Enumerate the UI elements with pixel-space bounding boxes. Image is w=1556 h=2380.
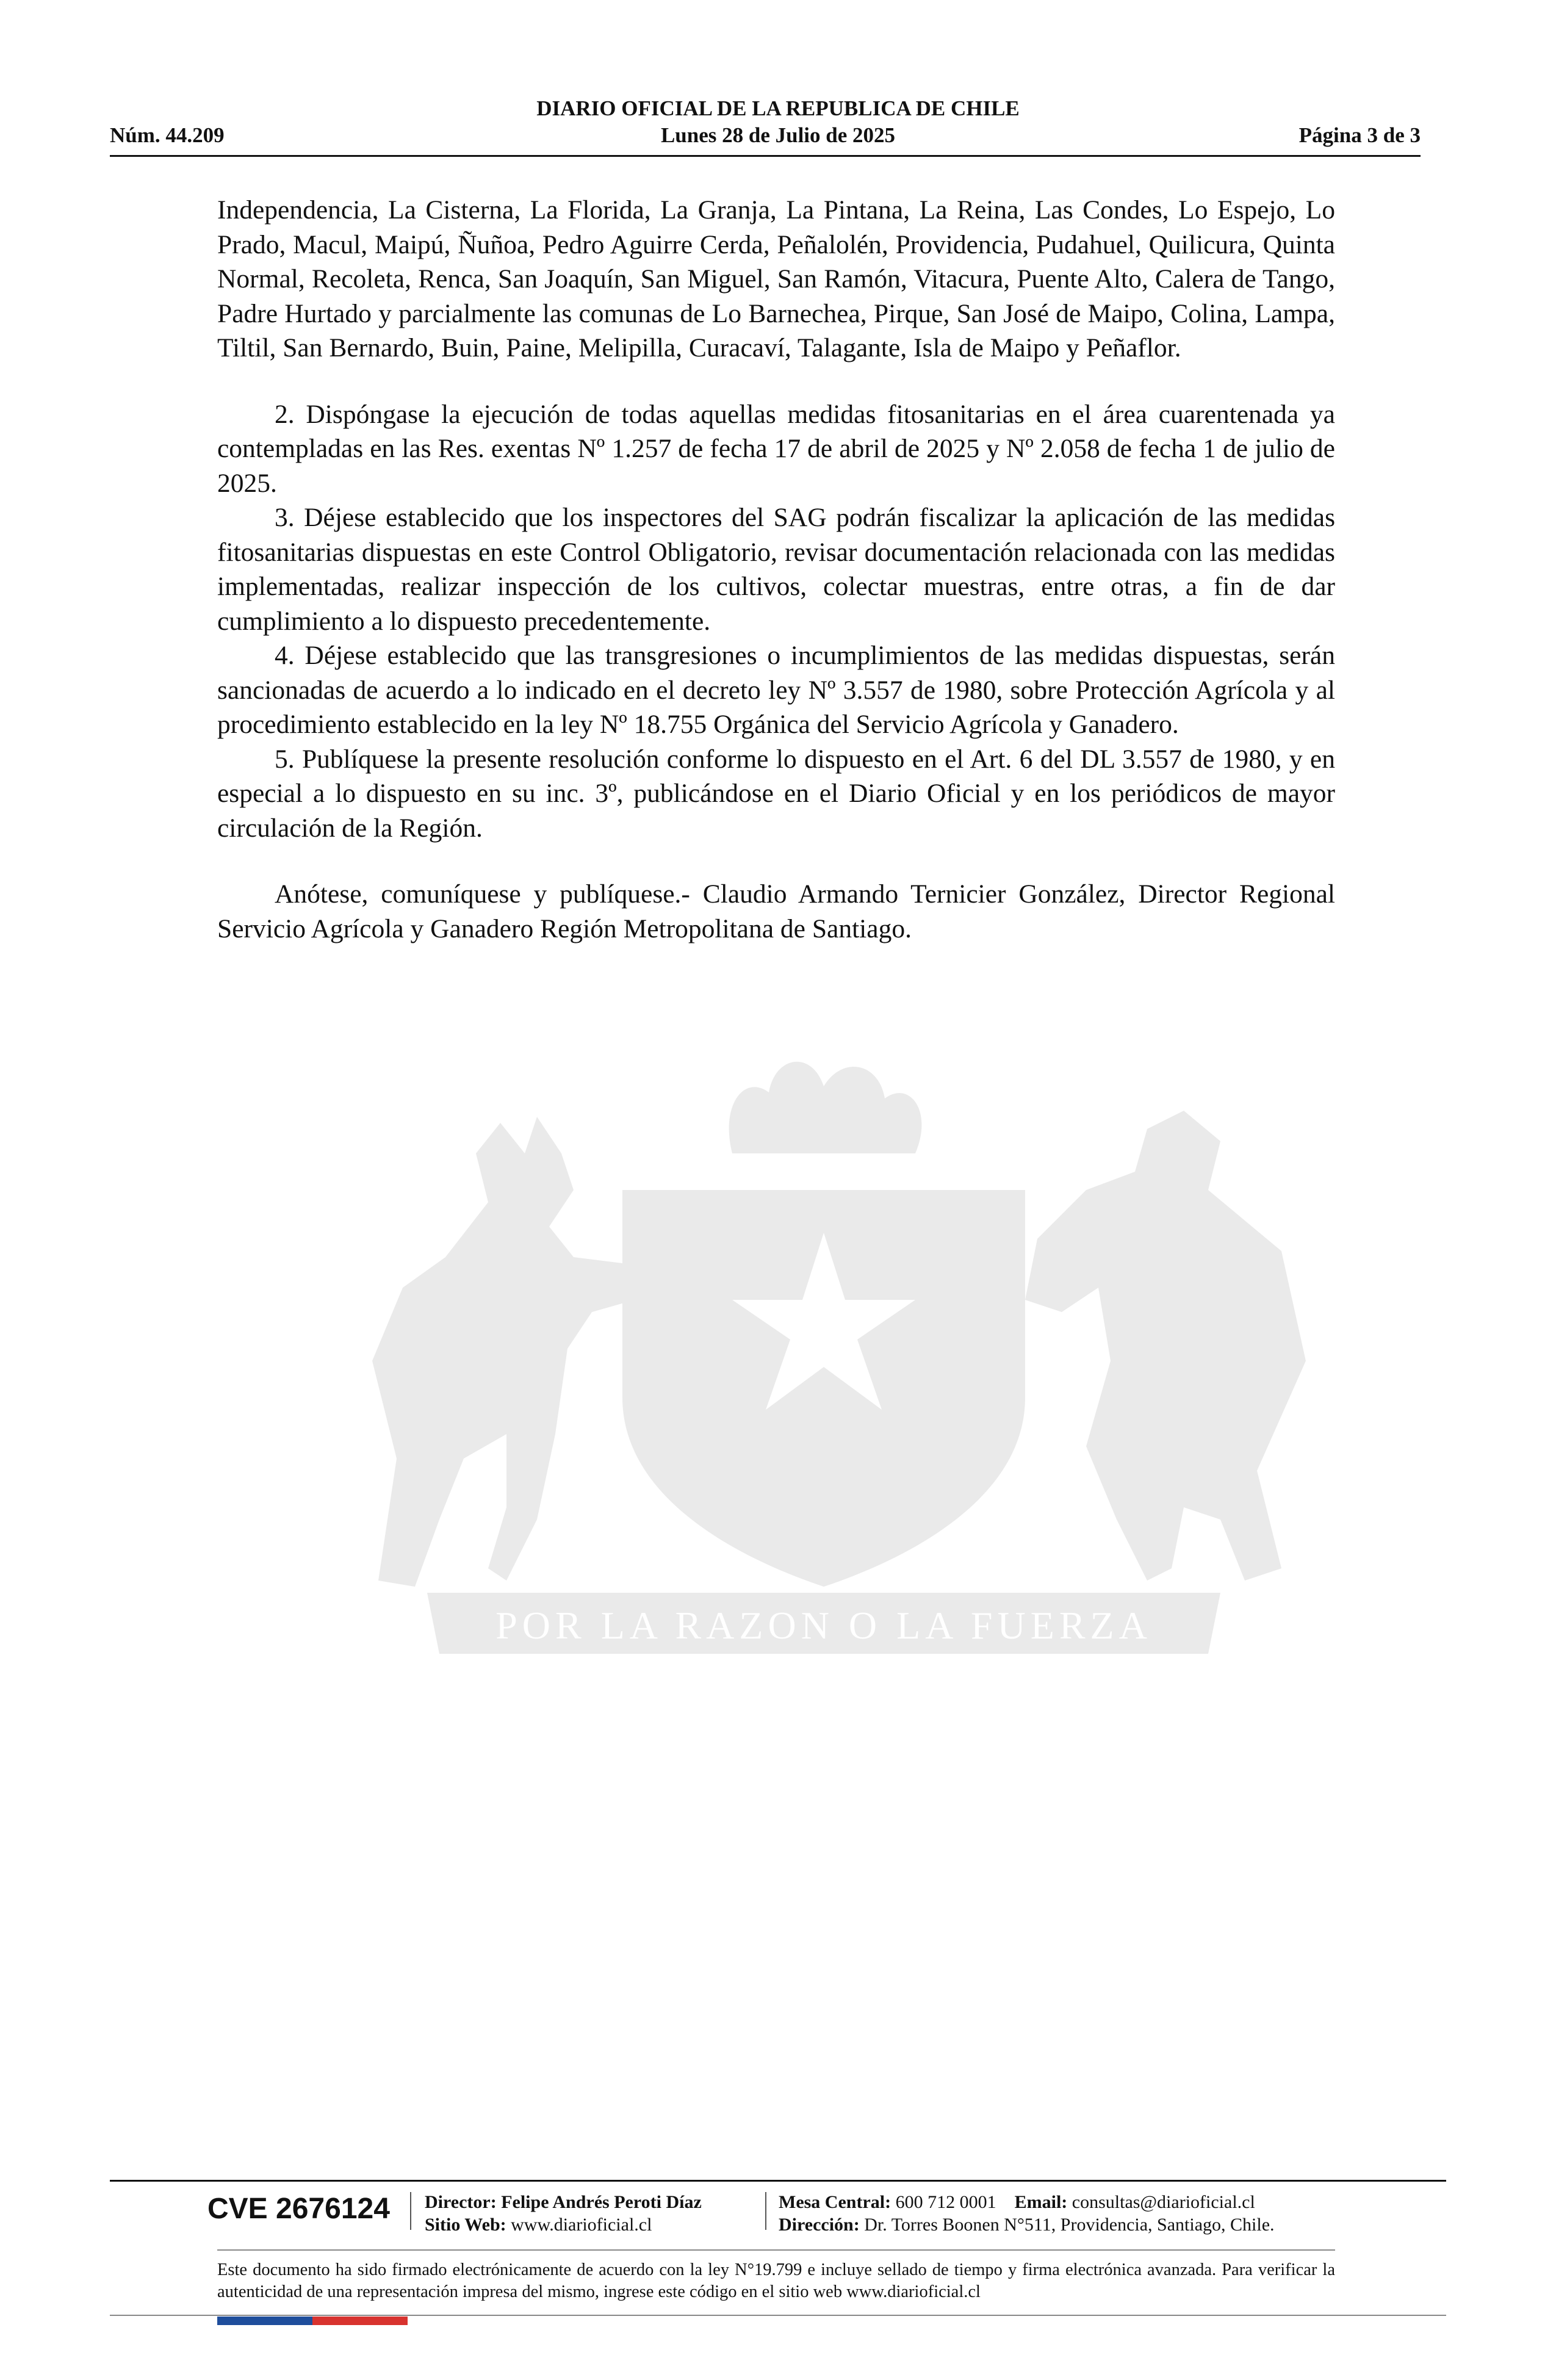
footer-separator: [765, 2192, 766, 2230]
paragraph-item-3: 3. Déjese establecido que los inspectores del SAG podrán fiscalizar la aplicación de las medidas fitosanitarias dispuestas en este Control Obligatorio, revisar documentación relacionada con las medidas implementadas, realizar inspección de los cultivos, colectar muestras, entre otras, a fin de dar cumplimiento a lo dispuesto precedentemente.: [217, 503, 1335, 636]
paragraph-communes: Independencia, La Cisterna, La Florida, La Granja, La Pintana, La Reina, Las Condes, Lo Espejo, Lo Prado, Macul, Maipú, Ñuñoa, Pedro Aguirre Cerda, Peñalolén, Providencia, Pudahuel, Quilicura, Quinta Normal, Recoleta, Renca, San Joaquín, San Miguel, San Ramón, Vitacura, Puente Alto, Calera de Tango, Padre Hurtado y parcialmente las comunas de Lo Barnechea, Pirque, San José de Maipo, Colina, Lampa, Tiltil, San Bernardo, Buin, Paine, Melipilla, Curacaví, Talagante, Isla de Maipo y Peñaflor.: [217, 195, 1335, 362]
footer-contact-left: Director: Felipe Andrés Peroti Díaz Sitio Web: www.diarioficial.cl: [425, 2192, 702, 2235]
flag-stripe-red: [312, 2317, 408, 2325]
footer-divider-top: [110, 2180, 1446, 2182]
paragraph-item-5: 5. Publíquese la presente resolución conforme lo dispuesto en el Art. 6 del DL 3.557 de 1980, y en especial a lo dispuesto en su inc. 3º, publicándose en el Diario Oficial y en los periódicos de mayor circulación de la Región.: [217, 744, 1335, 843]
issue-number: Núm. 44.209: [110, 123, 225, 147]
document-body: [217, 193, 1335, 946]
page-indicator: Página 3 de 3: [1298, 123, 1421, 147]
cve-code: CVE 2676124: [207, 2193, 390, 2225]
paragraph-item-2: 2. Dispóngase la ejecución de todas aquellas medidas fitosanitarias en el área cuarentenada ya contempladas en las Res. exentas Nº 1.257 de fecha 17 de abril de 2025 y Nº 2.058 de fecha 1 de julio de 2025.: [217, 399, 1335, 498]
watermark-motto: POR LA RAZON O LA FUERZA: [495, 1604, 1152, 1647]
newspaper-title: DIARIO OFICIAL DE LA REPUBLICA DE CHILE: [536, 96, 1020, 120]
header-divider: [110, 155, 1421, 157]
signature-notice: Este documento ha sido firmado electrónicamente de acuerdo con la ley N°19.799 e incluye sellado de tiempo y firma electrónica avanzada. Para verificar la autenticidad de una representación impresa del mismo, ingrese este código en el sitio web www.diarioficial.cl: [217, 2260, 1335, 2301]
paragraph-closing: Anótese, comuníquese y publíquese.- Claudio Armando Ternicier González, Director Regional Servicio Agrícola y Ganadero Región Metropolitana de Santiago.: [217, 879, 1335, 943]
website-link[interactable]: www.diarioficial.cl: [511, 2215, 652, 2235]
issue-date: Lunes 28 de Julio de 2025: [660, 123, 896, 147]
footer-separator: [410, 2192, 411, 2230]
footer-contact-right: Mesa Central: 600 712 0001 Email: consultas@diarioficial.cl Dirección: Dr. Torres Boonen N°511, Providencia, Santiago, Chile.: [779, 2192, 1275, 2235]
email-link[interactable]: consultas@diarioficial.cl: [1072, 2192, 1255, 2212]
footer-divider-bottom: [110, 2315, 1446, 2316]
director-name: Felipe Andrés Peroti Díaz: [501, 2192, 702, 2212]
paragraph-item-4: 4. Déjese establecido que las transgresiones o incumplimientos de las medidas dispuestas, serán sancionadas de acuerdo a lo indicado en el decreto ley Nº 3.557 de 1980, sobre Protección Agrícola y al procedimiento establecido en la ley Nº 18.755 Orgánica del Servicio Agrícola y Ganadero.: [217, 641, 1335, 739]
footer-divider-mid: [217, 2249, 1335, 2251]
address-text: Dr. Torres Boonen N°511, Providencia, Santiago, Chile.: [864, 2215, 1275, 2235]
phone-number: 600 712 0001: [895, 2192, 996, 2212]
flag-stripe-blue: [217, 2317, 312, 2325]
coat-of-arms-icon: [305, 970, 1342, 1672]
